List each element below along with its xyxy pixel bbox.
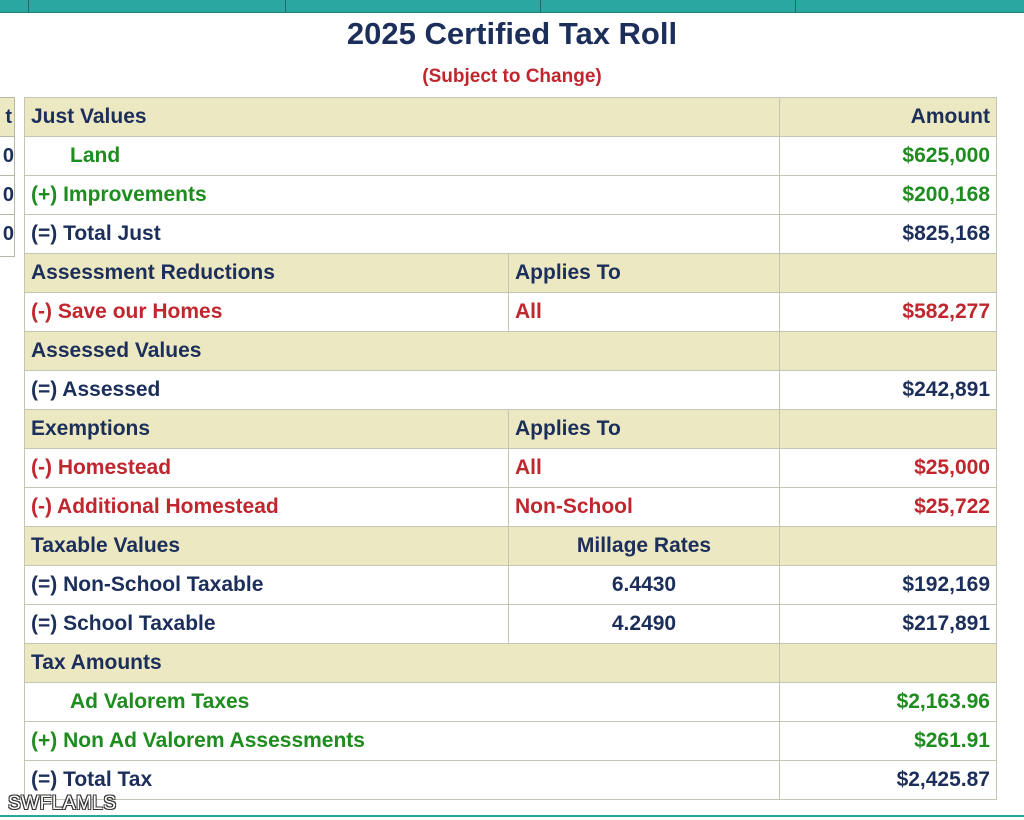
additional-homestead-amount: $25,722	[780, 488, 997, 527]
total-tax-amount: $2,425.87	[780, 761, 997, 800]
taxable-values-header-row	[25, 527, 997, 566]
tax-amounts-header-row	[25, 644, 997, 683]
applies-to-header: Applies To	[509, 410, 780, 449]
assessment-reductions-header: Assessment Reductions	[25, 254, 509, 293]
school-taxable-amount: $217,891	[780, 605, 997, 644]
millage-rates-header: Millage Rates	[509, 527, 780, 566]
table-row	[25, 215, 997, 254]
tab-divider	[28, 0, 29, 12]
total-tax-label: (=) Total Tax	[25, 761, 780, 800]
save-our-homes-applies: All	[509, 293, 780, 332]
improvements-label: (+) Improvements	[25, 176, 780, 215]
tax-amounts-header: Tax Amounts	[25, 644, 780, 683]
watermark: SWFLAMLS	[8, 793, 117, 814]
page-subtitle: (Subject to Change)	[422, 66, 602, 87]
ad-valorem-label: Ad Valorem Taxes	[25, 683, 780, 722]
ad-valorem-amount: $2,163.96	[780, 683, 997, 722]
table-row	[25, 176, 997, 215]
non-ad-valorem-amount: $261.91	[780, 722, 997, 761]
total-just-amount: $825,168	[780, 215, 997, 254]
empty-header-cell	[780, 644, 997, 683]
tab-divider	[540, 0, 541, 12]
table-row	[25, 449, 997, 488]
clipped-cell: 0	[0, 137, 14, 176]
page-title: 2025 Certified Tax Roll	[346, 16, 678, 51]
clipped-cell: 0	[0, 176, 14, 215]
non-school-taxable-amount: $192,169	[780, 566, 997, 605]
table-row	[25, 761, 997, 800]
assessed-values-header: Assessed Values	[25, 332, 780, 371]
clipped-cell: 0	[2, 223, 14, 245]
table-row	[25, 722, 997, 761]
non-school-taxable-label: (=) Non-School Taxable	[25, 566, 509, 605]
tab-divider	[795, 0, 796, 12]
empty-header-cell	[780, 410, 997, 449]
table-row	[25, 605, 997, 644]
top-tab-bar	[0, 0, 1024, 13]
school-taxable-label: (=) School Taxable	[25, 605, 509, 644]
assessment-reductions-header-row	[25, 254, 997, 293]
table-row	[25, 683, 997, 722]
empty-header-cell	[780, 332, 997, 371]
table-row	[25, 371, 997, 410]
non-ad-valorem-label: (+) Non Ad Valorem Assessments	[25, 722, 780, 761]
homestead-label: (-) Homestead	[25, 449, 509, 488]
assessed-amount: $242,891	[780, 371, 997, 410]
land-amount: $625,000	[780, 137, 997, 176]
assessed-label: (=) Assessed	[25, 371, 780, 410]
additional-homestead-label: (-) Additional Homestead	[25, 488, 509, 527]
clipped-left-table	[0, 97, 15, 257]
just-values-header-row	[25, 98, 997, 137]
taxable-values-header: Taxable Values	[25, 527, 509, 566]
homestead-applies: All	[509, 449, 780, 488]
assessed-values-header-row	[25, 332, 997, 371]
bottom-border	[0, 815, 1024, 817]
additional-homestead-applies: Non-School	[509, 488, 780, 527]
table-row	[25, 488, 997, 527]
clipped-header: t	[0, 98, 14, 137]
homestead-amount: $25,000	[780, 449, 997, 488]
land-label: Land	[25, 137, 780, 176]
exemptions-header: Exemptions	[25, 410, 509, 449]
tab-divider	[285, 0, 286, 12]
applies-to-header: Applies To	[509, 254, 780, 293]
table-row	[25, 293, 997, 332]
total-just-label: (=) Total Just	[25, 215, 780, 254]
school-millage-rate: 4.2490	[509, 605, 780, 644]
just-values-header: Just Values	[25, 98, 780, 137]
amount-header: Amount	[780, 98, 997, 137]
non-school-millage-rate: 6.4430	[509, 566, 780, 605]
empty-header-cell	[780, 254, 997, 293]
tax-roll-table	[24, 97, 997, 800]
save-our-homes-amount: $582,277	[780, 293, 997, 332]
exemptions-header-row	[25, 410, 997, 449]
table-row	[25, 566, 997, 605]
table-row	[25, 137, 997, 176]
save-our-homes-label: (-) Save our Homes	[25, 293, 509, 332]
empty-header-cell	[780, 527, 997, 566]
improvements-amount: $200,168	[780, 176, 997, 215]
